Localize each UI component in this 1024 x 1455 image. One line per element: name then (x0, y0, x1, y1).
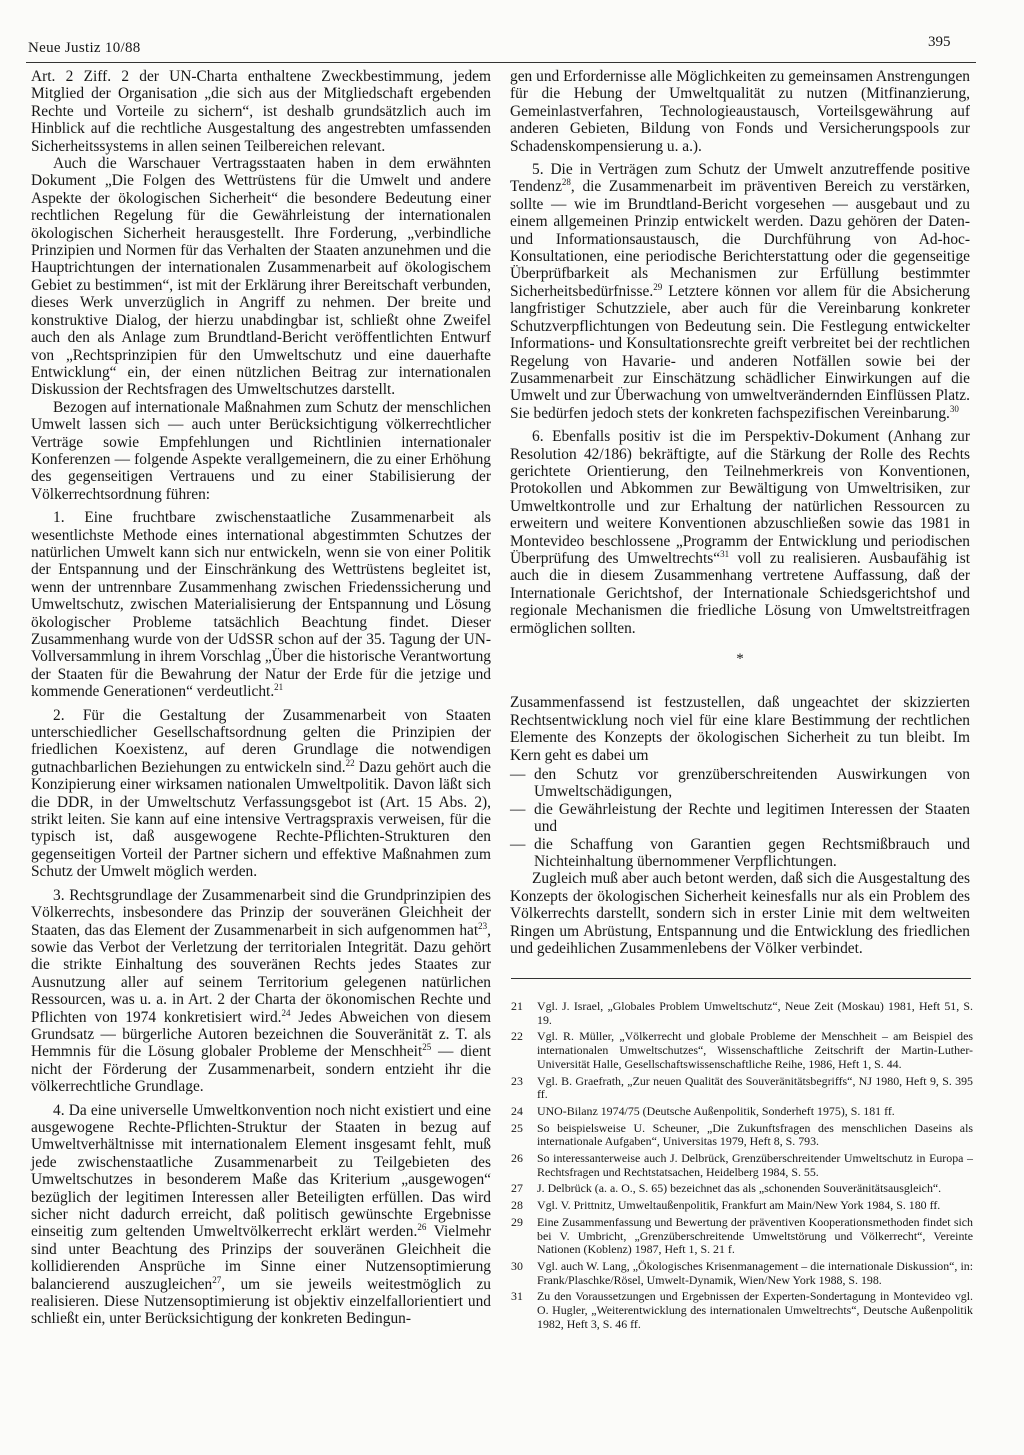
point-6 (510, 428, 970, 637)
footnote-rule (511, 978, 971, 979)
right-column (510, 68, 970, 958)
footnote-22 (511, 1030, 973, 1071)
point-4-continuation: gen und Erfordernisse alle Möglichkeiten zu gemeinsamen Anstrengungen für die Hebung der Umweltqualität zu nutzen (Mitfinanzierung, Gemeinlastverfahren, Technologieaustausch, Vorteilsgewährung auf anderen Gebieten, Bildung von Fonds und Versicherungspools zur Schadenskompensierung u. a.). (510, 68, 970, 155)
point-5-text-c: Letztere können vor allem für die Absicherung langfristiger Schutzziele, aber auch für die Vereinbarung konkreter Schutzverpflichtungen von Bedeutung sein. Die Festlegung entwickelter Informations- und Konsultationsrechte greift verbreitet bei der rechtlichen Regelung von Havarie- und anderen Notfällen sowie bei der Zusammenarbeit zur Einschätzung schädlicher Einwirkungen auf die Umwelt und zur Überwachung von umweltverändernden Einflüssen Platz. Sie bedürfen jedoch stets der konkreten fachspezifischen Vereinbarung. (510, 282, 970, 422)
footnote-text: Vgl. R. Müller, „Völkerrecht und globale Probleme der Menschheit – am Beispiel des internationalen Umweltschutzes“, Wissenschaftliche Zeitschrift der Martin-Luther-Universität Halle, Gesellschaftswissenschaftliche Reihe, 1986, Heft 1, S. 44. (537, 1029, 973, 1071)
point-4-text-b: Vielmehr sind unter Beachtung des Prinzips der souveränen Gleichheit die kollidierenden Ansprüche im Sinne einer Nutzensoptimierung balancierend auszugleichen (31, 1223, 492, 1293)
footnote-ref-24[interactable]: 24 (281, 1007, 291, 1018)
footnote-27 (511, 1182, 973, 1196)
footnote-number: 31 (511, 1289, 523, 1304)
footnote-text: Vgl. B. Graefrath, „Zur neuen Qualität des Souveränitätsbegriffs“, NJ 1980, Heft 9, S. 395 ff. (537, 1073, 973, 1102)
dash-item-text: die Gewährleistung der Rechte und legitimen Interessen der Staaten und (534, 800, 970, 836)
point-6-text-b: voll zu realisieren. Ausbaufähig ist auch die in diesem Zusammenhang vertretene Auffassung, daß der Internationale Gerichtshof, der Internationale Schiedsgerichtshof und regionale Mechanismen die friedliche Lösung von Umweltstreitfragen ermöglichen sollten. (510, 549, 970, 637)
point-3-text-a: 3. Rechtsgrundlage der Zusammenarbeit sind die Grundprinzipien des Völkerrechts, insbesondere das Prinzip der souveränen Gleichheit der Staaten, das das Element der Zusammenarbeit in sich aufgenommen hat (31, 886, 491, 939)
footnote-ref-25[interactable]: 25 (422, 1042, 432, 1053)
footnote-ref-31[interactable]: 31 (720, 548, 730, 559)
dash-marker: — (510, 835, 526, 853)
point-3 (31, 887, 491, 1096)
point-5-text-b: , die Zusammenarbeit im präventiven Bereich zu verstärken, sollte — wie im Brundtland-Bericht vorgesehen — ausgebaut und zu einem allgemeinen Prinzip entwickelt werden. Dazu gehören der Daten- und Informationsaustausch, die Durchführung von Ad-hoc-Konsultationen, eine periodische Berichterstattung oder die gegenseitige Überprüfbarkeit als Mechanismen zur Erfüllung bestimmter Sicherheitsbedürfnisse. (510, 178, 970, 300)
footnote-ref-27[interactable]: 27 (212, 1274, 222, 1285)
footnote-29 (511, 1216, 973, 1257)
dash-item (510, 766, 970, 801)
footnote-25 (511, 1122, 973, 1149)
point-2-text-a: 2. Für die Gestaltung der Zusammenarbeit von Staaten unterschiedlicher Gesellschaftsordnung gelten die Prinzipien der friedlichen Koexistenz, auf deren Grundlage die notwendigen gutnachbarlichen Beziehungen zu entwickeln sind. (31, 706, 491, 776)
footnote-26 (511, 1152, 973, 1179)
footnote-31 (511, 1290, 973, 1331)
footnote-text: Eine Zusammenfassung und Bewertung der präventiven Kooperationsmethoden findet sich bei V. Umbricht, „Grenzüberschreitende Umweltstörung und Völkerrecht“, Vereinte Nationen (Koblenz) 1987, Heft 1, S. 21 f. (537, 1214, 973, 1257)
point-5 (510, 161, 970, 422)
footnote-24 (511, 1105, 973, 1119)
footnote-ref-23[interactable]: 23 (478, 920, 488, 931)
footnote-number: 24 (511, 1103, 523, 1118)
footnote-number: 21 (511, 999, 523, 1013)
point-3-text-d: — dient nicht der Förderung der Zusammenarbeit, sondern entzieht ihr die völkerrechtliche Grundlage. (31, 1043, 491, 1096)
footnote-number: 30 (511, 1258, 523, 1273)
footnote-ref-28[interactable]: 28 (561, 177, 571, 188)
paragraph-warschauer: Auch die Warschauer Vertragsstaaten haben in dem erwähnten Dokument „Die Folgen des Wettrüstens für die Umwelt und andere Aspekte der ökologischen Sicherheit“ die besondere Bedeutung einer rechtlichen Regelung für die Gewährleistung der internationalen ökologischen Sicherheit herausgestellt. Ihre Forderung, „verbindliche Prinzipien und Normen für das Verhalten der Staaten anzunehmen und die Hauptrichtungen der internationalen Zusammenarbeit auf ökologischem Gebiet zu bestimmen“, ist mit der Erklärung ihrer Bereitschaft verbunden, dieses Werk unverzüglich in Angriff zu nehmen. Der breite und konstruktive Dialog, der hierzu unabdingbar ist, schließt ohne Zweifel auch den als Anlage zum Brundtland-Bericht veröffentlichten Entwurf von „Rechtsprinzipien für den Umweltschutz und eine dauerhafte Entwicklung“ ein, der einen nützlichen Beitrag zur internationalen Diskussion der Rechtsfragen des Umweltschutzes darstellt. (31, 155, 491, 399)
footnote-number: 26 (511, 1151, 523, 1166)
point-5-text-a: 5. Die in Verträgen zum Schutz der Umwelt anzutreffende positive Tendenz (510, 161, 970, 196)
footnote-30 (511, 1260, 973, 1287)
point-1 (31, 509, 491, 700)
left-column (31, 68, 491, 1328)
footnote-23 (511, 1075, 973, 1102)
page-number: 395 (928, 34, 951, 50)
point-4 (31, 1102, 491, 1328)
point-1-text: 1. Eine fruchtbare zwischenstaatliche Zusammenarbeit als wesentlichste Methode eines international abgestimmten Schutzes der natürlichen Umwelt kann sich nur entwickeln, wenn sie von einer Politik der Entspannung und der Einschränkung des Wettrüstens begleitet ist, wenn der untrennbare Zusammenhang zwischen Friedenssicherung und Umweltschutz, zwischen Materialisierung der Entspannung und Lösung ökologischer Probleme tatsächlich Beachtung findet. Dieser Zusammenhang wurde von der UdSSR schon auf der 35. Tagung der UN-Vollversammlung in ihrem Vorschlag „Über die historische Verantwortung der Staaten für die Bewahrung der Natur der Erde für die jetzige und kommende Generationen“ verdeutlicht. (31, 509, 491, 701)
point-4-text-a: 4. Da eine universelle Umweltkonvention noch nicht existiert und eine ausgewogene Rechte-Pflichten-Struktur der Staaten in bezug auf Umweltverhältnisse mit internationalem Element insgesamt fehlt, muß jede zwischenstaatliche Zusammenarbeit zu Teilgebieten des Umweltschutzes in besonderem Maße das Kriterium „ausgewogen“ bezüglich der legitimen Interessen aller Beteiligten erfüllen. Das wird sicher nicht dadurch erreicht, daß politisch gewünschte Ergebnisse einseitig zum geltenden Umweltvölkerrecht erklärt werden. (31, 1101, 491, 1241)
footnote-number: 23 (511, 1073, 523, 1088)
dash-marker: — (510, 766, 526, 784)
dash-item (510, 836, 970, 871)
summary-closing: Zugleich muß aber auch betont werden, daß sich die Ausgestaltung des Konzepts der ökologischen Sicherheit keinesfalls nur als ein Problem des Völkerrechts darstellt, sondern sich in erster Linie mit dem weltweiten Ringen um Abrüstung, Entspannung und die Entwicklung des friedlichen und gedeihlichen Zusammenlebens der Völker verbindet. (510, 870, 970, 958)
footnote-ref-29[interactable]: 29 (653, 281, 663, 292)
footnote-number: 27 (511, 1181, 523, 1196)
footnote-28 (511, 1199, 973, 1213)
paragraph-massnahmen: Bezogen auf internationale Maßnahmen zum Schutz der menschlichen Umwelt lassen sich — auch unter Berücksichtigung völkerrechtlicher Verträge sowie Empfehlungen und Richtlinien internationaler Konferenzen — folgende Aspekte verallgemeinern, die zu einer Erhöhung des gegenseitigen Vertrauens und zu einer Stabilisierung der Völkerrechtsordnung führen: (31, 398, 491, 503)
point-3-text-c: Jedes Abweichen von diesem Grundsatz — bürgerliche Autoren bezeichnen die Souveränität z. T. als Hemmnis für die Lösung globaler Probleme der Menschheit (31, 1008, 491, 1061)
journal-header: Neue Justiz 10/88 (28, 40, 141, 56)
footnote-text: So beispielsweise U. Scheuner, „Die Zukunftsfragen des menschlichen Daseins als internationale Aufgaben“, Universitas 1979, Heft 8, S. 793. (537, 1120, 973, 1149)
point-2 (31, 707, 491, 881)
footnotes (511, 1000, 973, 1334)
footnote-number: 25 (511, 1120, 523, 1135)
header-rule (26, 62, 976, 63)
summary-section (510, 694, 970, 957)
dash-item-text: die Schaffung von Garantien gegen Rechtsmißbrauch und Nichteinhaltung übernommener Verpflichtungen. (534, 835, 970, 871)
section-separator: * (736, 651, 744, 667)
summary-dash-list (510, 766, 970, 870)
summary-intro: Zusammenfassend ist festzustellen, daß ungeachtet der skizzierten Rechtsentwicklung noch viel für eine klare Bestimmung der rechtlichen Elemente des Konzepts der ökologischen Sicherheit zu tun bleibt. Im Kern geht es dabei um (510, 694, 970, 764)
footnote-text: J. Delbrück (a. a. O., S. 65) bezeichnet das als „schonenden Souveränitätsausgleich“. (537, 1181, 942, 1196)
footnote-ref-21[interactable]: 21 (274, 682, 284, 693)
footnote-number: 28 (511, 1198, 523, 1213)
footnote-number: 29 (511, 1214, 523, 1229)
footnote-text: Vgl. V. Prittnitz, Umweltaußenpolitik, Frankfurt am Main/New York 1984, S. 180 ff. (537, 1198, 941, 1213)
dash-item (510, 801, 970, 836)
dash-marker: — (510, 800, 526, 818)
point-6-text-a: 6. Ebenfalls positiv ist die im Perspektiv-Dokument (Anhang zur Resolution 42/186) bekräftigte, auf die Stärkung der Rolle des Rechts gerichtete Orientierung, den Teilnehmerkreis von Konventionen, Protokollen und Abkommen zur Bewältigung von Umweltrisiken, zur Umweltkontrolle und zur Erhaltung der natürlichen Ressourcen zu erweitern und weitere Konventionen abzuschließen sowie das 1981 in Montevideo beschlossene „Programm der Entwicklung und periodischen Überprüfung des Umweltrechts“ (510, 428, 970, 567)
footnote-ref-30[interactable]: 30 (949, 403, 959, 414)
footnote-21 (511, 1000, 973, 1027)
footnote-number: 22 (511, 1029, 523, 1044)
footnote-ref-22[interactable]: 22 (345, 757, 355, 768)
paragraph-continuation: Art. 2 Ziff. 2 der UN-Charta enthaltene Zweckbestimmung, jedem Mitglied der Organisation „die sich aus der Mitgliedschaft ergebenden Rechte und Vorteile zu sichern“, ist deshalb grundsätzlich auch im Hinblick auf die rechtliche Ausgestaltung des angestrebten umfassenden Sicherheitssystems in allen seinen Teilbereichen relevant. (31, 68, 491, 155)
point-4-text-c: , um sie jeweils weitestmöglich zu realisieren. Diese Nutzensoptimierung ist objektiv einzelfallorientiert und schließt ein, unter Berücksichtigung der konkreten Bedingun- (31, 1275, 491, 1328)
footnote-text: UNO-Bilanz 1974/75 (Deutsche Außenpolitik, Sonderheft 1975), S. 181 ff. (537, 1103, 895, 1118)
footnote-text: Vgl. auch W. Lang, „Ökologisches Krisenmanagement – die internationale Diskussion“, in: Frank/Plaschke/Rösel, Umwelt-Dynamik, Wien/New York 1988, S. 198. (537, 1258, 973, 1287)
point-3-text-b: , sowie das Verbot der Verletzung der territorialen Integrität. Dazu gehört die strikte Einhaltung des souveränen Rechts jedes Staates zur Ausnutzung aller auf seinem Territorium gelegenen natürlichen Ressourcen, was u. a. in Art. 2 der Charta der ökonomischen Rechte und Pflichten von 1974 konkretisiert wird. (31, 921, 491, 1026)
footnote-text: Zu den Voraussetzungen und Ergebnissen der Experten-Sondertagung in Montevideo vgl. O. Hugler, „Weiterentwicklung des internationalen Umweltrechts“, Deutsche Außenpolitik 1982, Heft 3, S. 46 ff. (537, 1289, 973, 1331)
footnote-text: So interessanterweise auch J. Delbrück, Grenzüberschreitender Umweltschutz in Europa – Rechtsfragen und Rechtstatsachen, Heidelberg 1984, S. 55. (537, 1151, 973, 1179)
point-2-text-b: Dazu gehört auch die Konzipierung einer wirksamen nationalen Umweltpolitik. Davon läßt sich die DDR, in der Umweltschutz Verfassungsgebot ist (Art. 15 Abs. 2), strikt leiten. Sie kann auf eine intensive Vertragspraxis verweisen, für die typisch ist, daß ausgewogene Rechte-Pflichten-Strukturen den gegenseitigen Vorteil der Partner sichern und effektive Maßnahmen zum Schutz der Umwelt möglich werden. (31, 758, 491, 881)
dash-item-text: den Schutz vor grenzüberschreitenden Auswirkungen von Umweltschädigungen, (534, 766, 970, 801)
footnote-ref-26[interactable]: 26 (417, 1222, 427, 1233)
footnote-text: Vgl. J. Israel, „Globales Problem Umweltschutz“, Neue Zeit (Moskau) 1981, Heft 51, S. 19. (537, 999, 973, 1027)
